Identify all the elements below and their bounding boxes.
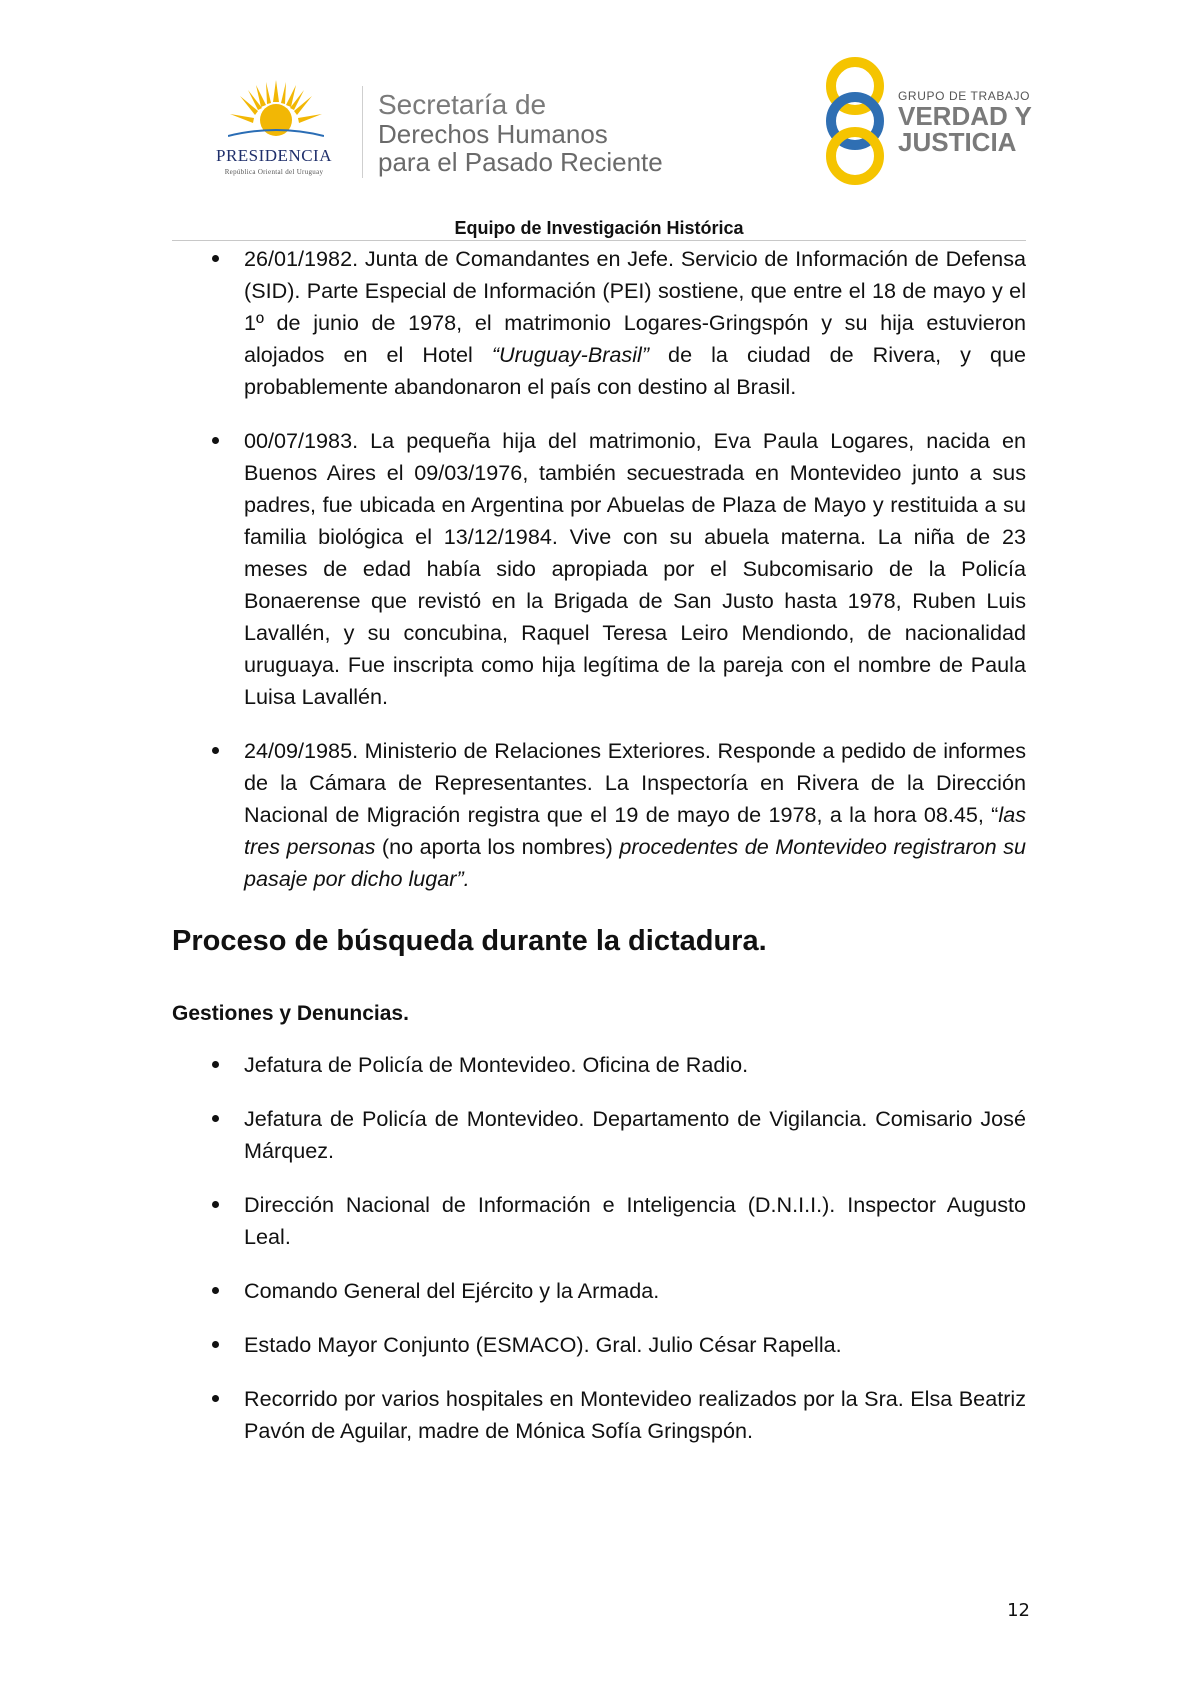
italic-text-run: procedentes de Montevideo registraron su pasaje por dicho lugar”. [244,834,1027,891]
timeline-list [172,243,1026,895]
presidencia-subtitle: República Oriental del Uruguay [224,168,324,176]
list-item [172,1049,1026,1081]
presidencia-logo [196,80,356,180]
page-number: 12 [1007,1600,1030,1621]
presidencia-name: PRESIDENCIA [215,146,332,165]
list-item [172,243,1026,403]
grupo-trabajo-line-3: JUSTICIA [898,127,1017,157]
list-item [172,1383,1026,1447]
list-item [172,1103,1026,1167]
sun-emblem-icon [228,80,324,146]
bullet-icon [212,1341,219,1348]
secretaria-logo-text [378,90,663,176]
document-body [172,243,1026,1469]
paragraph-text [244,735,1026,895]
text-run: de la ciudad de Rivera, y que probablemente abandonaron el país con destino al Brasil. [244,342,1026,399]
list-item-text: Jefatura de Policía de Montevideo. Oficina de Radio. [244,1052,749,1077]
list-item-text: Estado Mayor Conjunto (ESMACO). Gral. Julio César Rapella. [244,1332,842,1357]
list-item [172,1329,1026,1361]
paragraph-text [244,243,1026,403]
text-run: (no aporta los nombres) [375,834,620,859]
list-item [172,1189,1026,1253]
list-item-text: Recorrido por varios hospitales en Montevideo realizados por la Sra. Elsa Beatriz Pavón de Aguilar, madre de Mónica Sofía Gringspón. [244,1386,1026,1443]
list-item [172,735,1026,895]
subsection-title: Gestiones y Denuncias. [172,1002,409,1025]
bullet-icon [212,747,219,754]
bullet-icon [212,1287,219,1294]
header-rule [172,240,1026,241]
secretaria-line-1: Secretaría de [378,89,547,120]
bullet-icon [212,1395,219,1402]
bullet-icon [212,1115,219,1122]
interlocked-rings-icon [820,56,890,186]
header-divider [362,86,363,178]
bullet-icon [212,1201,219,1208]
list-item [172,1275,1026,1307]
bullet-icon [212,437,219,444]
grupo-trabajo-line-2: VERDAD Y [898,101,1032,131]
list-item-text: Jefatura de Policía de Montevideo. Departamento de Vigilancia. Comisario José Márquez. [244,1106,1026,1163]
text-run: 24/09/1985. Ministerio de Relaciones Exteriores. Responde a pedido de informes de la Cámara de Representantes. La Inspectoría en Rivera de la Dirección Nacional de Migración registra que el 19 de mayo de 1978, a la hora 08.45, “ [244,738,1026,827]
list-item-text: Dirección Nacional de Información e Inteligencia (D.N.I.I.). Inspector Augusto Leal. [244,1192,1026,1249]
list-item-text: Comando General del Ejército y la Armada. [244,1278,660,1303]
section-title: Proceso de búsqueda durante la dictadura. [172,925,767,957]
page-header [0,0,1191,240]
paragraph-text [244,425,1026,713]
bullet-icon [212,255,219,262]
team-title: Equipo de Investigación Histórica [454,218,744,238]
grupo-trabajo-line-1: GRUPO DE TRABAJO [898,89,1031,103]
bullet-icon [212,1061,219,1068]
text-run: 00/07/1983. La pequeña hija del matrimonio, Eva Paula Logares, nacida en Buenos Aires el 09/03/1976, también secuestrada en Montevideo junto a sus padres, fue ubicada en Argentina por Abuelas de Plaza de Mayo y restituida a su familia biológica el 13/12/1984. Vive con su abuela materna. La niña de 23 meses de edad había sido apropiada por el Subcomisario de la Policía Bonaerense que revistó en la Brigada de San Justo hasta 1978, Ruben Luis Lavallén, y su concubina, Raquel Teresa Leiro Mendiondo, de nacionalidad uruguaya. Fue inscripta como hija legítima de la pareja con el nombre de Paula Luisa Lavallén. [244,428,1026,709]
secretaria-line-3: para el Pasado Reciente [378,147,663,177]
grupo-trabajo-logo [820,56,1040,186]
italic-text-run: “Uruguay-Brasil” [491,342,650,367]
gestiones-list [172,1049,1026,1447]
list-item [172,425,1026,713]
italic-text-run: las tres personas [244,802,1026,859]
secretaria-line-2: Derechos Humanos [378,119,608,149]
text-run: 26/01/1982. Junta de Comandantes en Jefe. Servicio de Información de Defensa (SID). Parte Especial de Información (PEI) sostiene, que entre el 18 de mayo y el 1º de junio de 1978, el matrimonio Logares-Gringspón y su hija estuvieron alojados en el Hotel [244,246,1026,367]
